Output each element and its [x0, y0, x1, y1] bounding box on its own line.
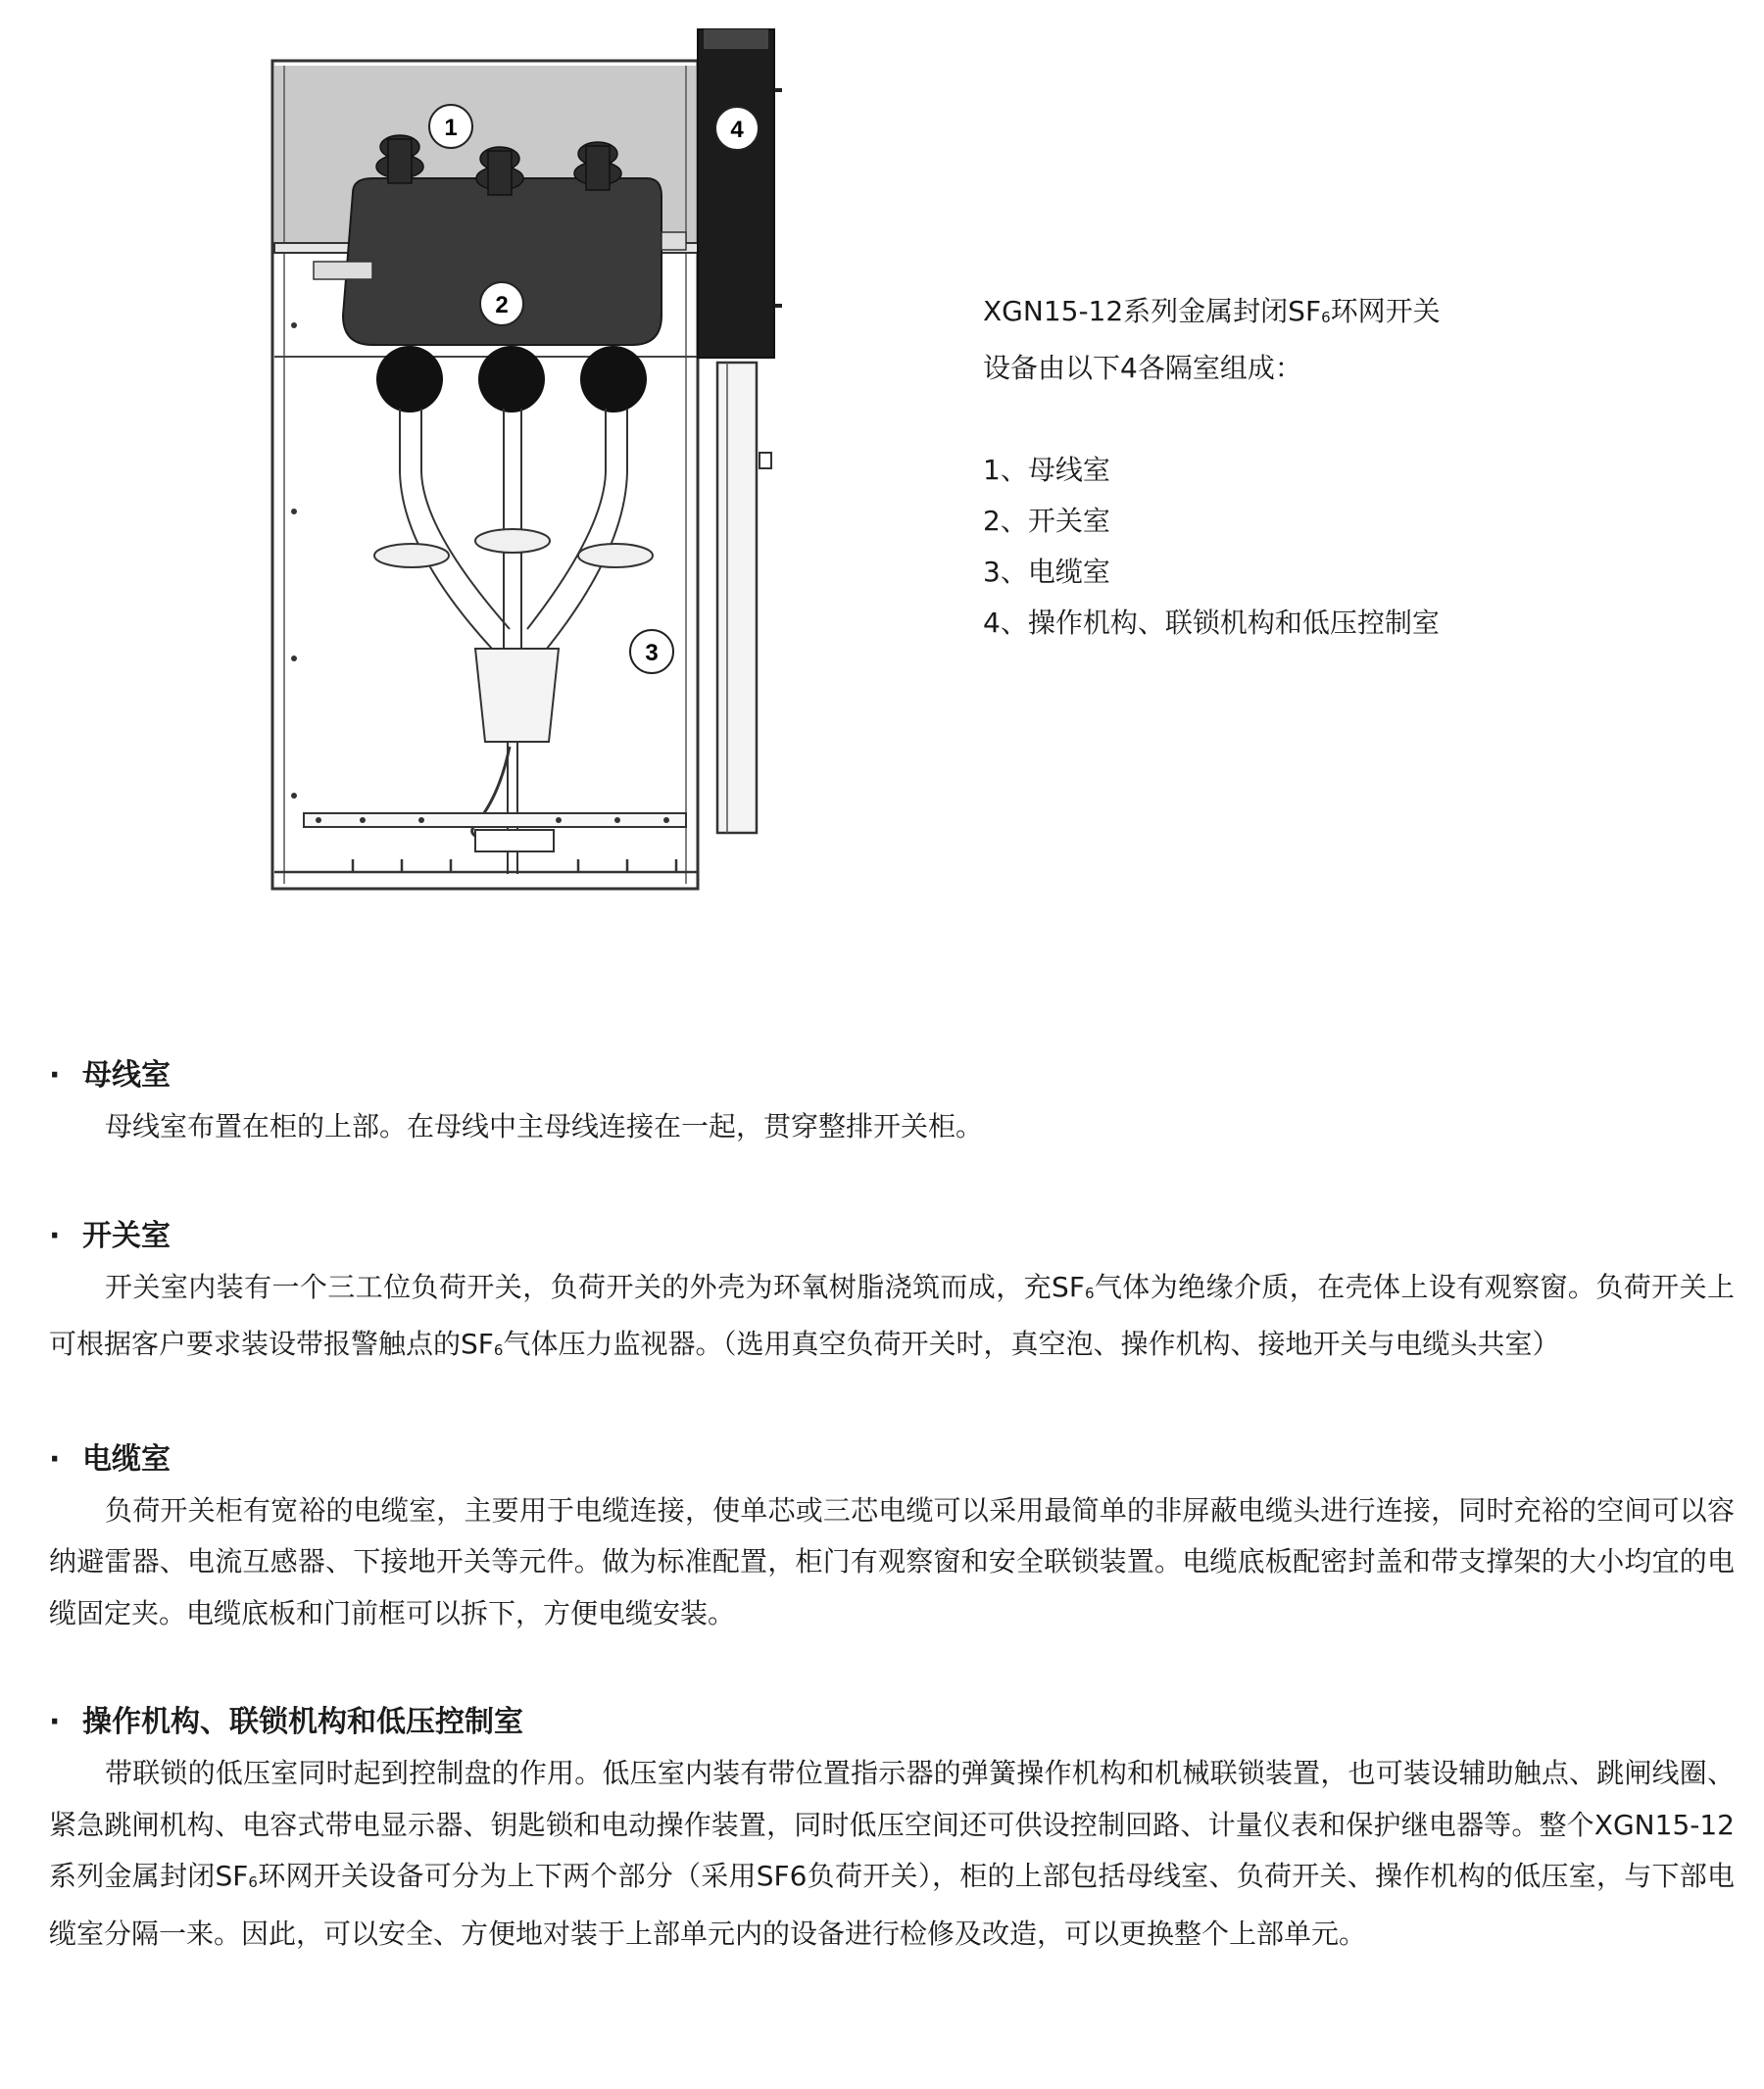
svg-text:1: 1 — [444, 115, 458, 141]
section-mechanism — [49, 1697, 1735, 1960]
section-busbar — [49, 1050, 1735, 1153]
callout-4 — [715, 107, 759, 150]
section-body: 开关室内装有一个三工位负荷开关，负荷开关的外壳为环氧树脂浇筑而成，充SF6气体为绝缘介质，在壳体上设有观察窗。负荷开关上可根据客户要求装设带报警触点的SF6气体压力监视器。（选用真空负荷开关时，真空泡、操作机构、接地开关与电缆头共室） — [49, 1270, 1735, 1360]
section-switch — [49, 1211, 1735, 1377]
cable-terminations — [376, 346, 647, 413]
svg-text:4: 4 — [730, 117, 744, 143]
intro-title-line2: 设备由以下4各隔室组成： — [983, 352, 1302, 384]
intro-item-1: 1、母线室 — [983, 454, 1110, 486]
section-body: 母线室布置在柜的上部。在母线中主母线连接在一起，贯穿整排开关柜。 — [105, 1110, 984, 1142]
callout-2 — [480, 282, 523, 325]
section-cable — [49, 1434, 1735, 1640]
section-body: 带联锁的低压室同时起到控制盘的作用。低压室内装有带位置指示器的弹簧操作机构和机械联锁装置，也可装设辅助触点、跳闸线圈、紧急跳闸机构、电容式带电显示器、钥匙锁和电动操作装置，同时低压空间还可供设控制回路、计量仪表和保护继电器等。整个XGN15-12系列金属封闭SF6环网开关设备可分为上下两个部分（采用SF6负荷开关），柜的上部包括母线室、负荷开关、操作机构的低压室，与下部电缆室分隔一来。因此，可以安全、方便地对装于上部单元内的设备进行检修及改造，可以更换整个上部单元。 — [49, 1757, 1736, 1950]
intro-block — [983, 286, 1441, 649]
section-heading: · 电缆室 — [49, 1441, 171, 1477]
sections — [49, 1050, 1735, 1960]
svg-text:3: 3 — [645, 640, 659, 666]
intro-item-2: 2、开关室 — [983, 505, 1110, 537]
callout-1 — [429, 105, 472, 148]
callout-3 — [630, 630, 673, 673]
svg-text:2: 2 — [495, 292, 509, 318]
intro-item-4: 4、操作机构、联锁机构和低压控制室 — [983, 607, 1440, 639]
mechanism-compartment — [698, 29, 774, 358]
section-heading: · 操作机构、联锁机构和低压控制室 — [49, 1705, 523, 1739]
switchgear-cabinet-diagram — [265, 22, 813, 894]
cable-boot — [475, 649, 559, 742]
section-heading: · 开关室 — [49, 1218, 171, 1253]
intro-title-line1: XGN15-12系列金属封闭SF6环网开关 — [983, 295, 1441, 327]
door-edge — [717, 363, 757, 833]
intro-item-3: 3、电缆室 — [983, 556, 1110, 588]
section-body: 负荷开关柜有宽裕的电缆室，主要用于电缆连接，使单芯或三芯电缆可以采用最简单的非屏蔽电缆头进行连接，同时充裕的空间可以容纳避雷器、电流互感器、下接地开关等元件。做为标准配置，柜门有观察窗和安全联锁装置。电缆底板配密封盖和带支撑架的大小均宜的电缆固定夹。电缆底板和门前框可以拆下，方便电缆安装。 — [49, 1493, 1735, 1629]
section-heading: · 母线室 — [49, 1058, 171, 1093]
